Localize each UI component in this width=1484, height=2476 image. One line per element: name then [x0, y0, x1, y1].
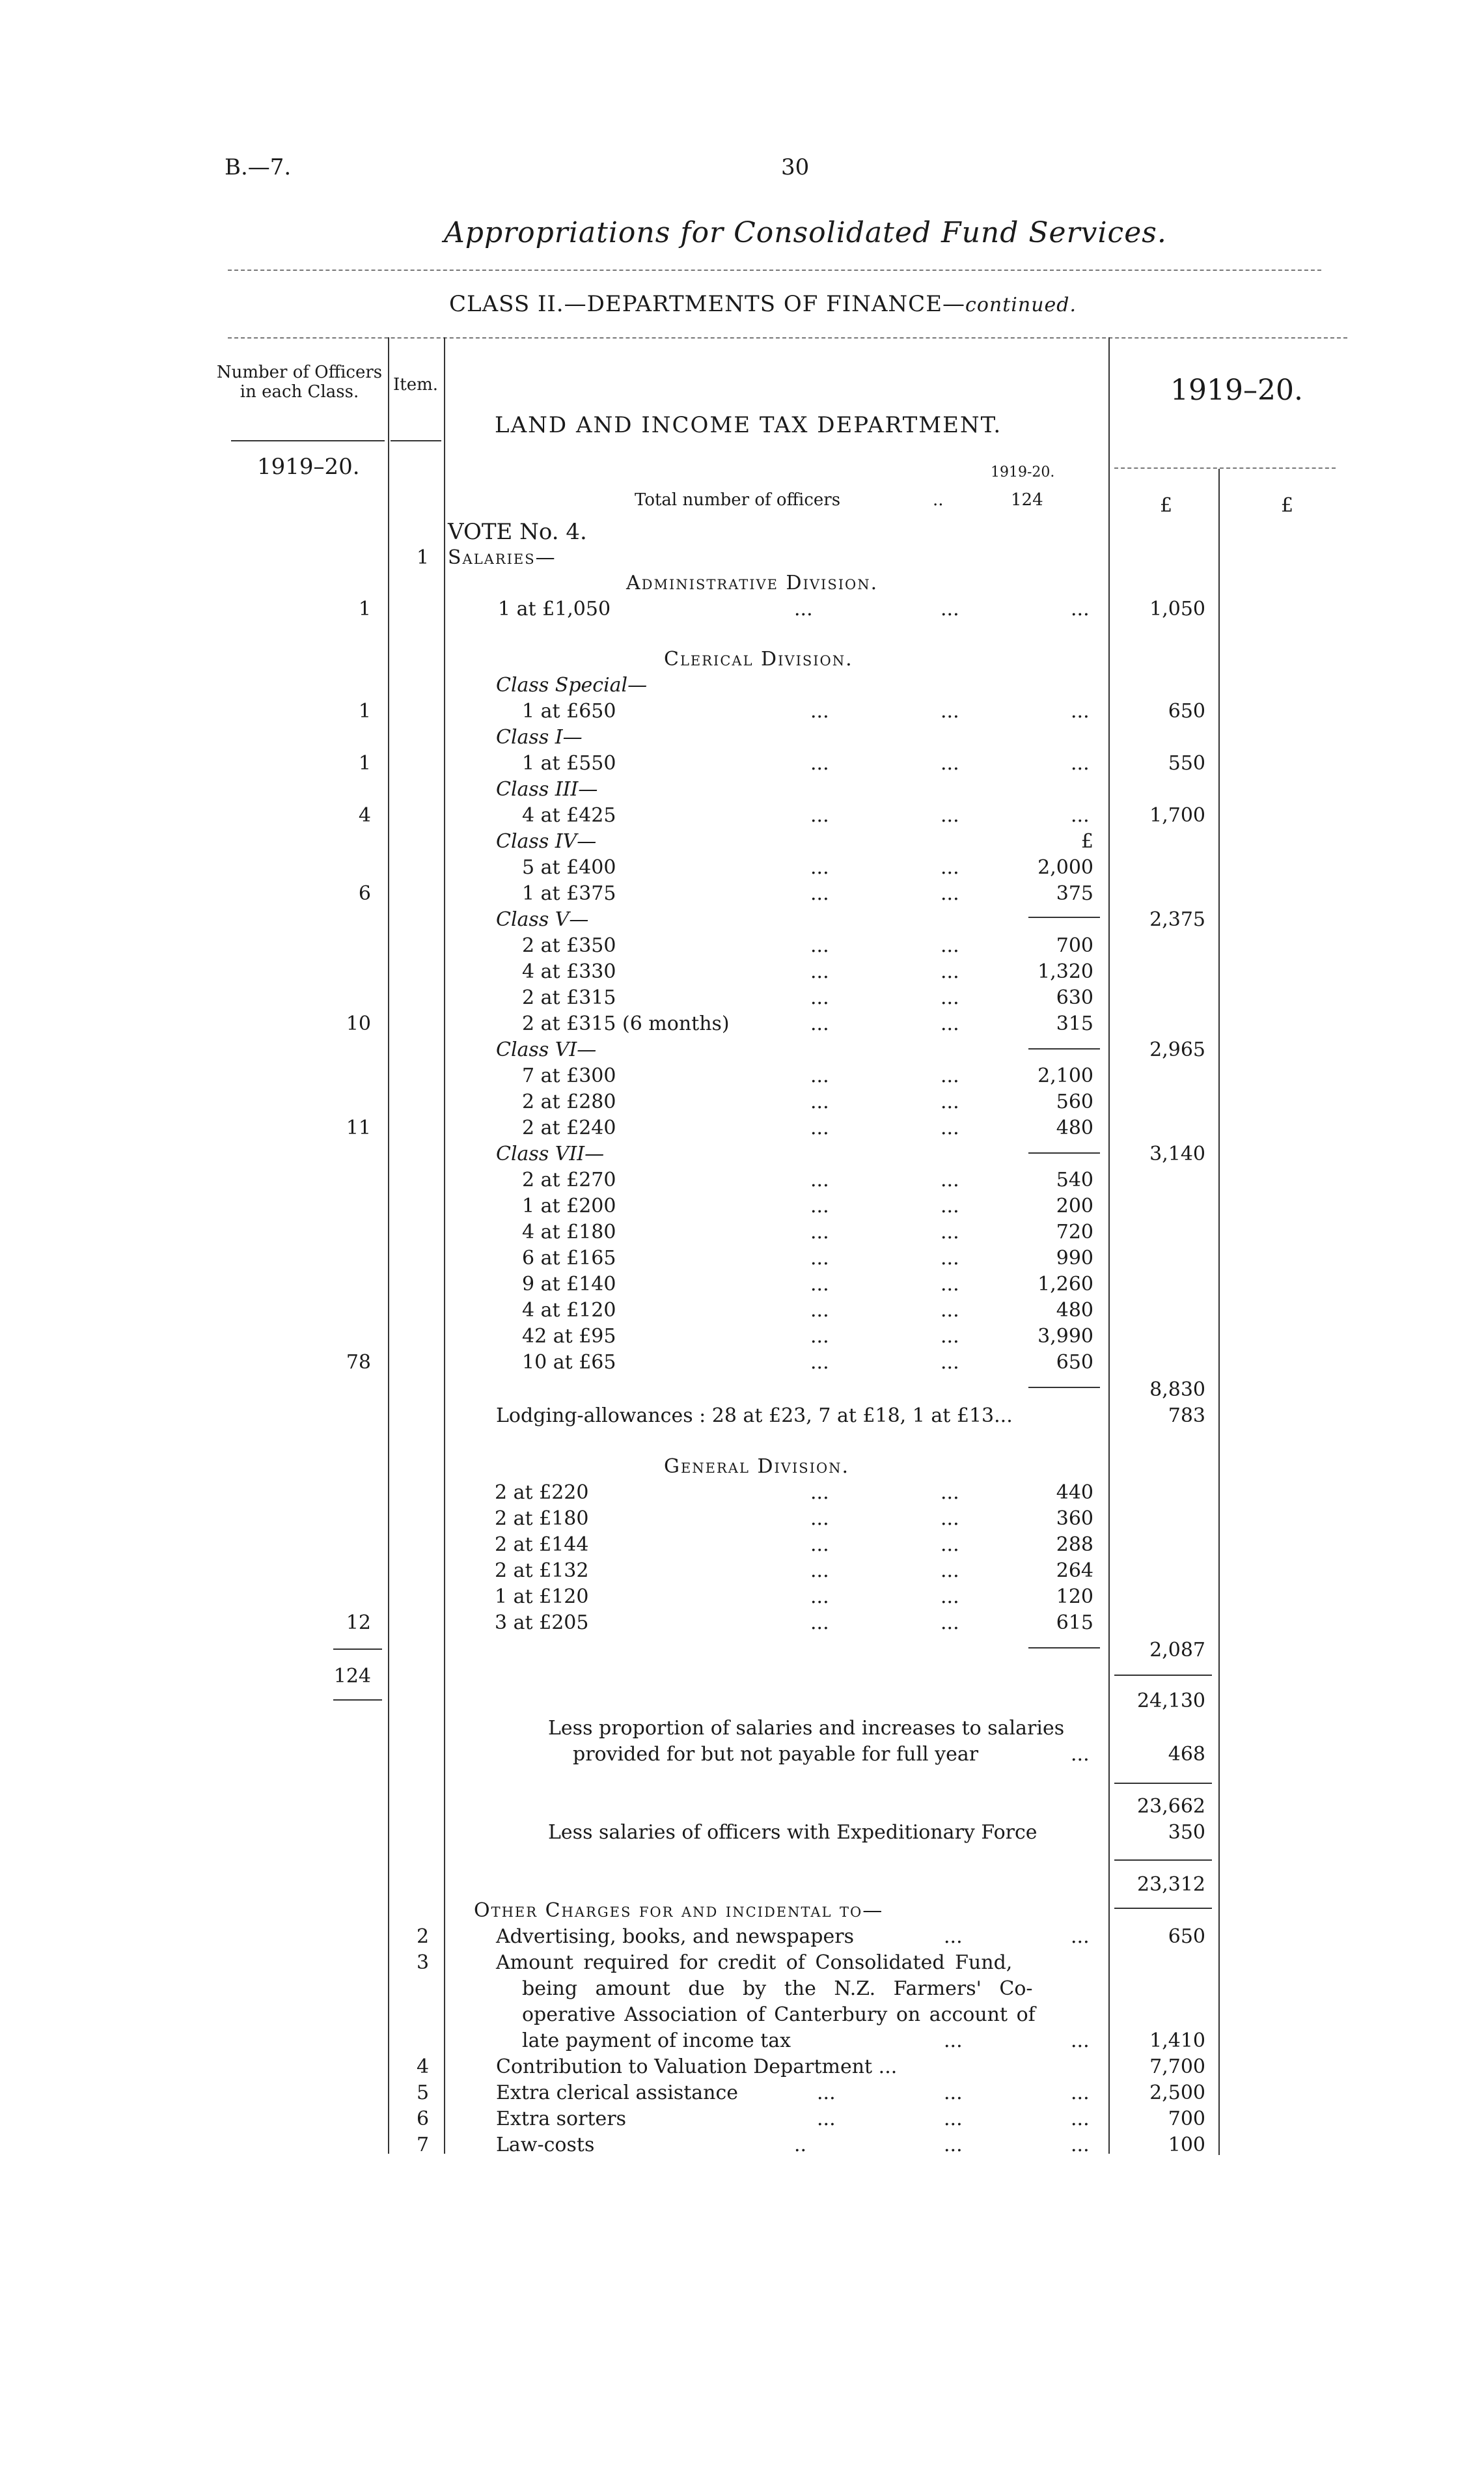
other-charges-heading: Other Charges for and incidental to—: [474, 1899, 884, 1922]
sub-line: 5 at £400: [522, 856, 616, 879]
item-number-1: 1: [417, 546, 430, 569]
sub-line: 2 at £350: [522, 934, 616, 957]
class-7-officers: 78: [346, 1351, 371, 1374]
officers-year: 1919–20.: [257, 454, 360, 480]
leader: ...: [817, 2081, 836, 2104]
sub-line: 2 at £220: [495, 1481, 589, 1504]
leader: ...: [1071, 1925, 1090, 1948]
class-special-label: Class Special—: [496, 674, 648, 697]
lodging-allowances-amount: 783: [1168, 1404, 1205, 1427]
after-less-expeditionary: 23,312: [1137, 1873, 1205, 1896]
other-item-line: Extra clerical assistance: [496, 2081, 739, 2104]
total-rule: [1114, 1859, 1212, 1861]
leader: ...: [810, 1247, 829, 1270]
less-expeditionary-amount: 350: [1168, 1821, 1205, 1844]
other-item-line: late payment of income tax: [522, 2029, 791, 2052]
other-item-amount: 650: [1168, 1925, 1205, 1948]
leader: ...: [1071, 804, 1090, 827]
sub-value: 2,100: [1037, 1064, 1093, 1087]
class-4-officers: 6: [358, 882, 371, 905]
total-rule: [1114, 1908, 1212, 1909]
leader: ...: [810, 882, 829, 905]
sub-line: 10 at £65: [522, 1351, 616, 1374]
leader: ...: [810, 1012, 829, 1035]
sub-value: 375: [1056, 882, 1093, 905]
leader: ...: [941, 1012, 959, 1035]
officers-total-rule: [333, 1648, 382, 1650]
leader: ...: [810, 1533, 829, 1556]
leader: ...: [941, 1195, 959, 1217]
amount-header-rule: [1114, 467, 1336, 469]
lodging-allowances-line: Lodging-allowances : 28 at £23, 7 at £18, 1 at £13...: [496, 1404, 1013, 1427]
sub-value: 315: [1056, 1012, 1093, 1035]
class-6-officers: 11: [346, 1117, 371, 1139]
header-rule: [228, 270, 1321, 271]
other-item-amount: 7,700: [1149, 2055, 1205, 2078]
less-proportion-line-2: provided for but not payable for full year: [573, 1743, 979, 1766]
column-divider-officers: [388, 337, 389, 2154]
leader: ...: [941, 1533, 959, 1556]
leader: ...: [810, 1064, 829, 1087]
sub-value: 1,260: [1037, 1273, 1093, 1296]
item-column-header: Item.: [393, 375, 439, 395]
leader: ...: [1071, 1743, 1090, 1766]
other-item-number: 2: [417, 1925, 430, 1948]
vote-number: VOTE No. 4.: [448, 519, 587, 545]
class-4-total: 2,375: [1149, 908, 1205, 931]
column-divider-item: [444, 337, 445, 2154]
class-1-label: Class I—: [496, 726, 583, 749]
sub-line: 4 at £330: [522, 960, 616, 983]
leader: ...: [810, 1507, 829, 1530]
admin-amount: 1,050: [1149, 598, 1205, 620]
class-5-officers: 10: [346, 1012, 371, 1035]
item-header-rule: [391, 440, 441, 441]
subtotal-rule: [1028, 917, 1100, 918]
other-item-amount: 700: [1168, 2107, 1205, 2130]
leader: ..: [794, 2134, 807, 2156]
sub-line: 3 at £205: [495, 1611, 589, 1634]
sub-value: 650: [1056, 1351, 1093, 1374]
less-proportion-line-1: Less proportion of salaries and increases to salaries: [548, 1717, 1065, 1740]
leader: ...: [941, 1117, 959, 1139]
subtotal-rule: [1028, 1048, 1100, 1050]
leader: ...: [941, 934, 959, 957]
sub-value: 615: [1056, 1611, 1093, 1634]
leader: ...: [941, 882, 959, 905]
total-rule: [1114, 1675, 1212, 1676]
general-total: 2,087: [1149, 1639, 1205, 1662]
class-3-line: 4 at £425: [522, 804, 616, 827]
sub-value: 1,320: [1037, 960, 1093, 983]
class-1-amount: 550: [1168, 752, 1205, 775]
leader: ...: [941, 598, 959, 620]
clerical-division-heading: Clerical Division.: [664, 648, 853, 671]
leader: ...: [1071, 700, 1090, 723]
leader: ...: [1071, 2029, 1090, 2052]
page-title: Appropriations for Consolidated Fund Services.: [444, 216, 1167, 249]
leader: ...: [810, 1273, 829, 1296]
class-1-line: 1 at £550: [522, 752, 616, 775]
leader: ...: [794, 598, 813, 620]
less-proportion-amount: 468: [1168, 1743, 1205, 1766]
other-item-line: Amount required for credit of Consolidated Fund,: [496, 1951, 1013, 1974]
class-special-line: 1 at £650: [522, 700, 616, 723]
leader: ...: [941, 856, 959, 879]
other-item-line: Advertising, books, and newspapers: [496, 1925, 855, 1948]
sub-line: 1 at £200: [522, 1195, 616, 1217]
other-item-line: Contribution to Valuation Department ...: [496, 2055, 898, 2078]
class-3-label: Class III—: [496, 778, 598, 801]
leader: ...: [941, 752, 959, 775]
department-heading: LAND AND INCOME TAX DEPARTMENT.: [495, 412, 1002, 438]
leader: ...: [1071, 752, 1090, 775]
leader: ...: [810, 700, 829, 723]
leader: ...: [1071, 2134, 1090, 2156]
sub-value: 200: [1056, 1195, 1093, 1217]
leader: ...: [941, 1481, 959, 1504]
subtotal-amount: 24,130: [1137, 1690, 1205, 1712]
sub-line: 1 at £375: [522, 882, 616, 905]
sub-line: 2 at £180: [495, 1507, 589, 1530]
salaries-heading: Salaries—: [448, 546, 556, 569]
sub-line: 1 at £120: [495, 1585, 589, 1608]
leader: ...: [1071, 598, 1090, 620]
leader: ...: [810, 986, 829, 1009]
table-top-rule: [228, 337, 1347, 339]
class-5-label: Class V—: [496, 908, 589, 931]
leader: ...: [810, 1611, 829, 1634]
leader: ...: [941, 960, 959, 983]
sub-line: 9 at £140: [522, 1273, 616, 1296]
sub-line: 2 at £132: [495, 1559, 589, 1582]
sub-value: 480: [1056, 1299, 1093, 1322]
total-officers-dots: ..: [933, 490, 944, 510]
other-item-number: 6: [417, 2107, 430, 2130]
leader: ...: [810, 804, 829, 827]
general-division-heading: General Division.: [664, 1455, 850, 1478]
class-special-officers: 1: [358, 700, 371, 723]
leader: ...: [941, 1299, 959, 1322]
other-item-number: 4: [417, 2055, 430, 2078]
sub-line: 2 at £315 (6 months): [522, 1012, 730, 1035]
sub-value: 440: [1056, 1481, 1093, 1504]
class-5-total: 2,965: [1149, 1038, 1205, 1061]
sub-line: 4 at £120: [522, 1299, 616, 1322]
sub-value: 990: [1056, 1247, 1093, 1270]
leader: ...: [941, 1585, 959, 1608]
leader: ...: [941, 986, 959, 1009]
document-reference: B.—7.: [225, 154, 292, 180]
other-item-number: 5: [417, 2081, 430, 2104]
subtotal-rule: [1028, 1647, 1100, 1648]
leader: ...: [810, 960, 829, 983]
sub-line: 6 at £165: [522, 1247, 616, 1270]
sub-value: 3,990: [1037, 1325, 1093, 1348]
general-officers: 12: [346, 1611, 371, 1634]
officers-header-rule: [231, 440, 385, 441]
class-1-officers: 1: [358, 752, 371, 775]
leader: ...: [810, 1299, 829, 1322]
sub-value: 540: [1056, 1169, 1093, 1191]
leader: ...: [941, 1091, 959, 1113]
leader: ...: [941, 700, 959, 723]
class-7-label: Class VII—: [496, 1143, 605, 1165]
sub-line: 2 at £144: [495, 1533, 589, 1556]
sub-value: 120: [1056, 1585, 1093, 1608]
officers-total: 124: [333, 1665, 371, 1688]
page-number: 30: [781, 154, 810, 180]
other-item-amount: 2,500: [1149, 2081, 1205, 2104]
leader: ...: [810, 1585, 829, 1608]
sub-line: 42 at £95: [522, 1325, 616, 1348]
leader: ...: [941, 1325, 959, 1348]
leader: ...: [941, 1611, 959, 1634]
after-less-proportion: 23,662: [1137, 1795, 1205, 1818]
sub-value: 630: [1056, 986, 1093, 1009]
sub-line: 2 at £280: [522, 1091, 616, 1113]
leader: ...: [941, 1507, 959, 1530]
leader: ...: [944, 2107, 963, 2130]
leader: ...: [941, 1247, 959, 1270]
column-divider-total: [1218, 469, 1220, 2155]
other-item-amount: 100: [1168, 2134, 1205, 2156]
leader: ...: [941, 1351, 959, 1374]
leader: ...: [810, 934, 829, 957]
other-item-number: 3: [417, 1951, 430, 1974]
sub-value: 264: [1056, 1559, 1093, 1582]
admin-officers: 1: [358, 598, 371, 620]
leader: ...: [810, 1091, 829, 1113]
subtotal-rule: [1028, 1152, 1100, 1154]
leader: ...: [944, 1925, 963, 1948]
leader: ...: [810, 1351, 829, 1374]
leader: ...: [810, 752, 829, 775]
total-rule: [1114, 1783, 1212, 1784]
leader: ...: [817, 2107, 836, 2130]
total-officers-label: Total number of officers: [635, 490, 841, 510]
sub-value: 720: [1056, 1221, 1093, 1244]
class-special-amount: 650: [1168, 700, 1205, 723]
leader: ...: [810, 1559, 829, 1582]
leader: ...: [810, 1481, 829, 1504]
leader: ...: [941, 1221, 959, 1244]
column-divider-amount: [1108, 337, 1110, 2154]
year-column-header: 1919–20.: [1170, 374, 1303, 407]
officers-total-rule-bottom: [333, 1699, 382, 1701]
class-7-total: 8,830: [1149, 1378, 1205, 1401]
total-year: 1919-20.: [991, 464, 1055, 480]
admin-division-heading: Administrative Division.: [626, 572, 879, 594]
leader: ...: [810, 1195, 829, 1217]
class-4-label: Class IV—: [496, 830, 597, 853]
less-expeditionary-line: Less salaries of officers with Expeditionary Force: [548, 1821, 1037, 1844]
total-officers-value: 124: [1011, 490, 1043, 510]
leader: ...: [810, 1117, 829, 1139]
leader: ...: [941, 1169, 959, 1191]
officers-column-header: Number of Officers in each Class.: [216, 363, 383, 402]
class-3-amount: 1,700: [1149, 804, 1205, 827]
sub-line: 2 at £240: [522, 1117, 616, 1139]
pound-header-2: £: [1281, 494, 1294, 517]
sub-value: 560: [1056, 1091, 1093, 1113]
other-item-amount: 1,410: [1149, 2029, 1205, 2052]
leader: ...: [944, 2081, 963, 2104]
class-6-total: 3,140: [1149, 1143, 1205, 1165]
sub-line: 7 at £300: [522, 1064, 616, 1087]
admin-line: 1 at £1,050: [498, 598, 611, 620]
leader: ...: [941, 1273, 959, 1296]
leader: ...: [810, 856, 829, 879]
leader: ...: [944, 2134, 963, 2156]
class-6-label: Class VI—: [496, 1038, 597, 1061]
leader: ...: [944, 2029, 963, 2052]
other-item-line: operative Association of Canterbury on account of: [522, 2003, 1036, 2026]
class-3-officers: 4: [358, 804, 371, 827]
subtotal-rule: [1028, 1387, 1100, 1388]
sub-line: 4 at £180: [522, 1221, 616, 1244]
sub-value: 700: [1056, 934, 1093, 957]
leader: ...: [1071, 2107, 1090, 2130]
other-item-number: 7: [417, 2134, 430, 2156]
class-title: CLASS II.—DEPARTMENTS OF FINANCE—continued.: [449, 291, 1077, 317]
leader: ...: [941, 1559, 959, 1582]
pound-header-1: £: [1160, 494, 1173, 517]
leader: ...: [941, 1064, 959, 1087]
leader: ...: [1071, 2081, 1090, 2104]
other-item-line: being amount due by the N.Z. Farmers' Co-: [522, 1977, 1033, 2000]
leader: ...: [810, 1169, 829, 1191]
other-item-line: Law-costs: [496, 2134, 595, 2156]
other-item-line: Extra sorters: [496, 2107, 626, 2130]
class-4-pound: £: [1080, 830, 1093, 853]
sub-value: 480: [1056, 1117, 1093, 1139]
leader: ...: [810, 1221, 829, 1244]
sub-line: 2 at £270: [522, 1169, 616, 1191]
sub-value: 2,000: [1037, 856, 1093, 879]
sub-value: 360: [1056, 1507, 1093, 1530]
sub-line: 2 at £315: [522, 986, 616, 1009]
leader: ...: [941, 804, 959, 827]
sub-value: 288: [1056, 1533, 1093, 1556]
leader: ...: [810, 1325, 829, 1348]
